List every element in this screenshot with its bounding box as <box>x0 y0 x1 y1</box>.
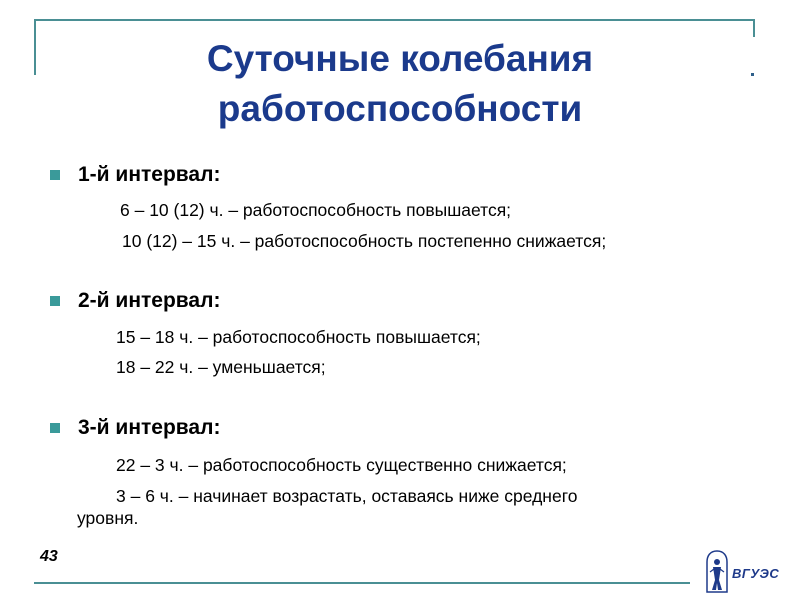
bullet-square-icon <box>50 296 60 306</box>
interval-1-line-2: 10 (12) – 15 ч. – работоспособность постепенно снижается; <box>122 231 607 251</box>
bullet-square-icon <box>50 423 60 433</box>
slide-title-line2: работоспособности <box>217 88 583 129</box>
frame-top-line <box>34 19 755 21</box>
interval-1-line-1: 6 – 10 (12) ч. – работоспособность повышается; <box>120 200 512 220</box>
university-emblem-icon <box>706 550 728 594</box>
slide-title-line1: Суточные колебания <box>206 38 594 79</box>
university-logo-text: ВГУЭС <box>732 566 780 581</box>
interval-2-heading: 2-й интервал: <box>78 289 221 312</box>
interval-3-line-1: 22 – 3 ч. – работоспособность существенно снижается; <box>116 455 567 475</box>
page-number: 43 <box>40 548 58 565</box>
bullet-square-icon <box>50 170 60 180</box>
interval-3-line-2: 3 – 6 ч. – начинает возрастать, оставаясь ниже среднего <box>116 486 578 506</box>
interval-2-line-2: 18 – 22 ч. – уменьшается; <box>116 357 326 377</box>
interval-3-line-3: уровня. <box>77 508 139 528</box>
interval-3-heading: 3-й интервал: <box>78 416 221 439</box>
interval-1-heading: 1-й интервал: <box>78 163 221 186</box>
slide-title <box>0 34 800 134</box>
interval-2-line-1: 15 – 18 ч. – работоспособность повышается; <box>116 327 481 347</box>
footer-line <box>34 582 690 584</box>
